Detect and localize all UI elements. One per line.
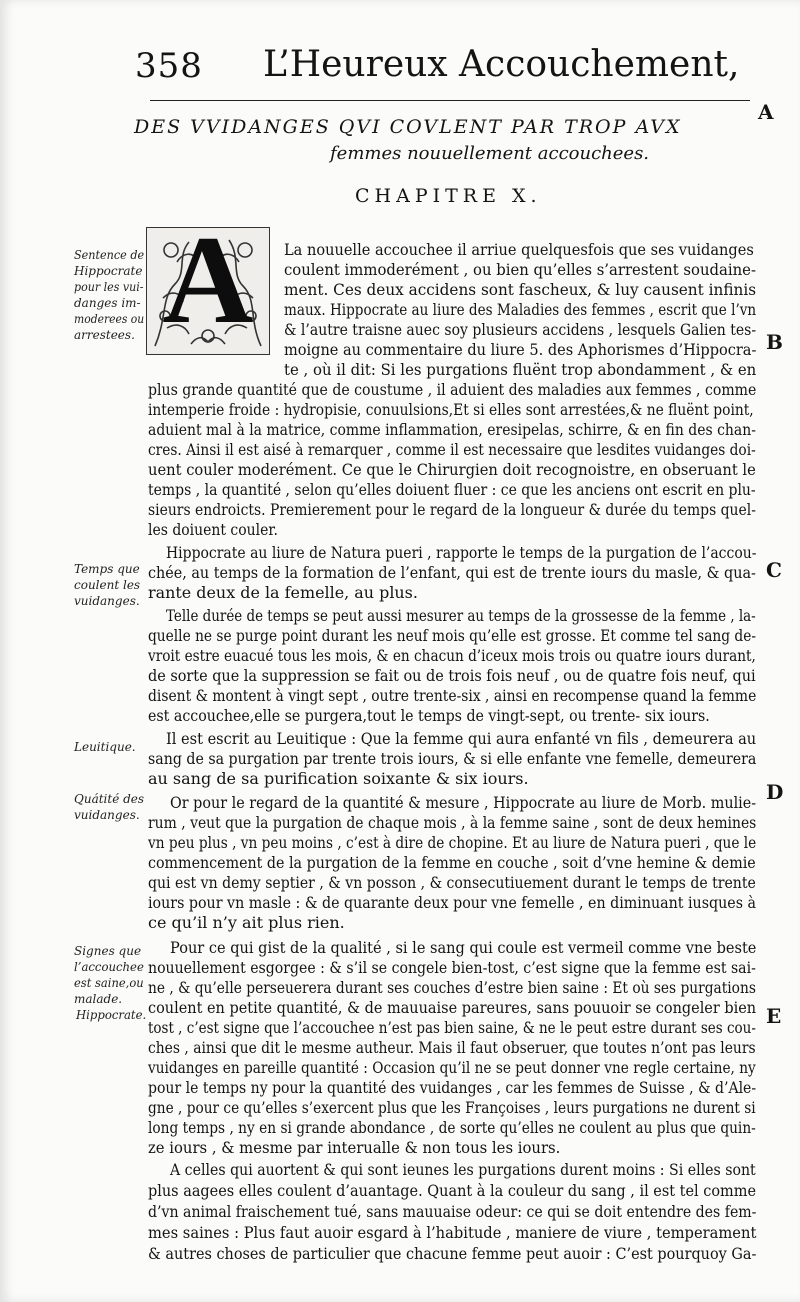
text-line: rante deux de la femelle, au plus. [148,583,418,602]
text-line: iours pour vn masle : & de quarante deux pour vne femelle , en diminuant iusques à [148,893,757,912]
margin-note-line: Hippocrate. [76,1008,147,1022]
section-heading-continued: femmes nouuellement accouchees. [330,143,650,164]
drop-cap-letter: A [162,227,254,350]
text-line: sang de sa purgation par trente trois iours, & si elle enfante vne femelle, demeurera [148,749,757,768]
text-line: moigne au commentaire du liure 5. des Aphorismes d’Hippocra- [284,340,757,359]
text-line: vn peu plus , vn peu moins , c’est à dire de chopine. Et au liure de Natura pueri , que le [148,833,757,852]
text-line: te , où il dit: Si les purgations fluënt trop abondamment , & en [284,360,757,379]
margin-letter-e: E [766,1004,782,1028]
text-line: Pour ce qui gist de la qualité , si le sang qui coule est vermeil comme vne beste [170,938,757,957]
text-line: & l’autre traisne auec soy plusieurs accidens , lesquels Galien tes- [284,320,757,339]
text-line: Or pour le regard de la quantité & mesure , Hippocrate au liure de Morb. mulie- [170,793,757,812]
margin-note-line: vuidanges. [74,808,140,822]
text-line: tost , c’est signe que l’accouchee n’est pas bien saine, & ne le peut estre durant ses cou- [148,1018,756,1037]
text-line: les doiuent couler. [148,520,278,539]
text-line: ches , ainsi que dit le mesme autheur. Mais il faut obseruer, que toutes n’ont pas leurs [148,1038,756,1057]
text-line: uent couler moderément. Ce que le Chirurgien doit recognoistre, en obseruant le [148,460,756,479]
text-line: au sang de sa purification soixante & six iours. [148,769,529,788]
margin-note-line: malade. [74,992,123,1006]
text-line: Hippocrate au liure de Natura pueri , rapporte le temps de la purgation de l’accou- [166,543,757,562]
text-line: qui est vn demy septier , & vn posson , & consecutiuement durant le temps de trente [148,873,756,892]
page-number: 358 [135,46,203,86]
text-line: disent & montent à vingt sept , outre trente-six , ainsi en recompense quand la femme [148,686,757,705]
text-line: sieurs endroicts. Premierement pour le regard de la longueur & durée du temps quel- [148,500,756,519]
margin-note-line: Quátité des [74,792,145,806]
text-line: cres. Ainsi il est aisé à remarquer , comme il est necessaire que lesdites vuidanges doi- [148,440,756,459]
text-line: rum , veut que la purgation de chaque mois , à la femme saine , sont de deux hemines [148,813,757,832]
text-line: est accouchee,elle se purgera,tout le temps de vingt-sept, ou trente- six iours. [148,706,710,725]
text-line: long temps , ny en si grande abondance , de sorte qu’elles ne coulent au plus que quin- [148,1118,756,1137]
margin-letter-b: B [766,330,783,354]
text-line: Il est escrit au Leuitique : Que la femme qui aura enfanté vn fils , demeurera au [166,729,757,748]
text-line: nouuellement esgorgee : & s’il se congele bien-tost, c’est signe que la femme est sai- [148,958,756,977]
text-line: La nouuelle accouchee il arriue quelquesfois que ses vuidanges [284,240,754,259]
margin-note-line: Leuitique. [74,740,136,754]
margin-note-line: arrestees. [74,328,135,342]
ornamental-drop-cap [146,227,270,355]
text-line: vroit estre euacué tous les mois, & en chacun d’iceux mois trois ou quatre iours durant, [148,646,756,665]
margin-note-line: Sentence de [74,248,145,262]
margin-note-line: l’accouchee [74,960,144,974]
text-line: plus aagees elles coulent d’auantage. Quant à la couleur du sang , il est tel comme [148,1181,757,1200]
margin-note-line: Signes que [74,944,142,958]
margin-letter-c: C [766,558,782,582]
margin-note-line: Temps que [74,562,140,576]
text-line: ne , & qu’elle perseuerera durant ses couches d’estre bien saine : Et où ses purgations [148,978,756,997]
margin-letter-a: A [758,100,774,124]
margin-note-line: est saine,ou [74,976,144,990]
text-line: coulent immoderément , ou bien qu’elles s’arrestent soudaine- [284,260,756,279]
text-line: ze iours , & mesme par interualle & non tous les iours. [148,1138,561,1157]
text-line: plus grande quantité que de coustume , il aduient des maladies aux femmes , comme [148,380,757,399]
text-line: pour le temps ny pour la quantité des vuidanges , car les femmes de Suisse , & d’Ale- [148,1078,757,1097]
text-line: & autres choses de particulier que chacune femme peut auoir : C’est pourquoy Ga- [148,1244,757,1263]
text-line: de sorte que la suppression se fait ou de trois fois neuf , ou de quatre fois neuf, qui [148,666,756,685]
text-line: mes saines : Plus faut auoir esgard à l’habitude , maniere de viure , temperament [148,1223,757,1242]
text-line: temps , la quantité , selon qu’elles doiuent fluer : ce que les anciens ont escrit en plu- [148,480,756,499]
margin-note-line: moderees ou [74,312,145,326]
text-line: Telle durée de temps se peut aussi mesurer au temps de la grossesse de la femme , la- [166,606,756,625]
chapter-title: CHAPITRE X. [355,185,542,207]
margin-letter-d: D [766,780,784,804]
text-line: quelle ne se purge point durant les neuf mois qu’elle est grosse. Et comme tel sang de- [148,626,756,645]
margin-note-line: Hippocrate [74,264,143,278]
section-heading: DES VVIDANGES QVI COVLENT PAR TROP AVX [134,116,682,138]
header-rule [150,100,750,101]
text-line: chée, au temps de la formation de l’enfant, qui est de trente iours du masle, & qua- [148,563,756,582]
text-line: vuidanges en pareille quantité : Occasion qu’il ne se peut donner vne regle certaine, ny [148,1058,756,1077]
text-line: A celles qui auortent & qui sont ieunes les purgations durent moins : Si elles sont [170,1160,756,1179]
margin-note-line: coulent les [74,578,141,592]
page-header [135,42,740,92]
margin-note-line: pour les vui- [74,280,144,294]
text-line: maux. Hippocrate au liure des Maladies des femmes , escrit que l’vn [284,300,757,319]
text-line: gne , pour ce qu’elles s’exercent plus que les Françoises , leurs purgations ne durent si [148,1098,756,1117]
text-line: intemperie froide : hydropisie, conuulsions,Et si elles sont arrestées,& ne fluënt point, [148,400,754,419]
text-line: ment. Ces deux accidens sont fascheux, & luy causent infinis [284,280,757,299]
text-line: coulent en petite quantité, & de mauuaise pareures, sans pouuoir se congeler bien [148,998,757,1017]
text-line: commencement de la purgation de la femme en couche , soit d’vne hemine & demie [148,853,756,872]
margin-note-line: vuidanges. [74,594,140,608]
text-line: ce qu’il n’y ait plus rien. [148,913,345,932]
text-line: d’vn animal fraischement tué, sans mauuaise odeur: ce qui se doit entendre des fem- [148,1202,757,1221]
text-line: aduient mal à la matrice, comme inflammation, eresipelas, schirre, & en fin des chan- [148,420,756,439]
running-title: L’Heureux Accouchement, [263,44,740,85]
margin-note-line: danges im- [74,296,141,310]
